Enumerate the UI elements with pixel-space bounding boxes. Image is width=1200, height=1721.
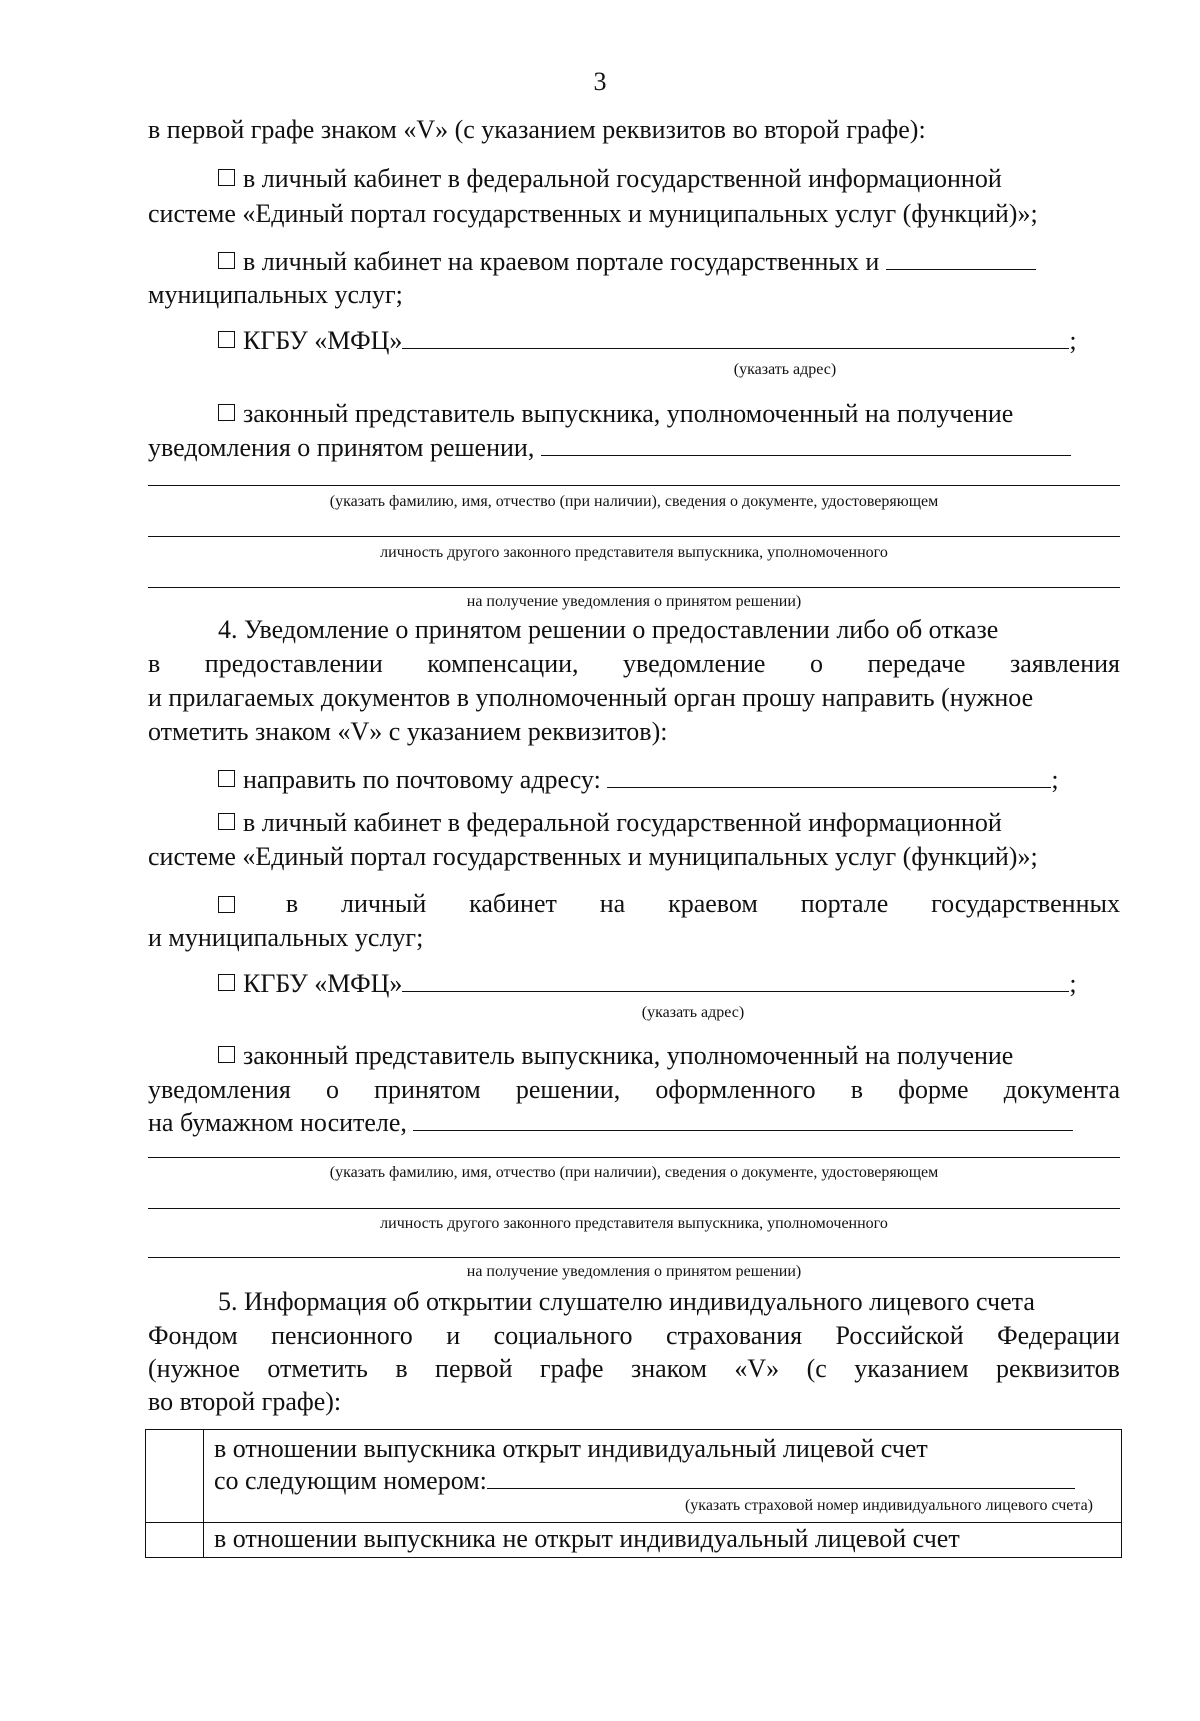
intro-line: в первой графе знаком «V» (с указанием реквизитов во второй графе): xyxy=(148,115,926,144)
word: социального xyxy=(493,1321,633,1350)
option-label: направить по почтовому адресу: xyxy=(243,765,601,794)
section-4-paragraph: 4. Уведомление о принятом решении о предоставлении либо об отказе xyxy=(218,615,999,644)
justified-line xyxy=(148,648,1120,680)
checkbox[interactable] xyxy=(218,896,235,913)
word: Российской xyxy=(835,1321,964,1350)
word: уведомления xyxy=(148,1075,291,1104)
s3-option-regional-portal[interactable] xyxy=(218,246,1036,278)
option-text: в личный кабинет в федеральной государственной информационной xyxy=(243,164,1002,193)
text-cell xyxy=(204,1430,1122,1523)
word: принятом xyxy=(374,1075,481,1104)
punctuation: ; xyxy=(1069,969,1077,998)
justified-line xyxy=(148,1320,1120,1352)
checkbox[interactable] xyxy=(218,770,235,787)
word: в xyxy=(148,649,161,678)
field-caption: (указать страховой номер индивидуального лицевого счета) xyxy=(684,1497,1093,1514)
page-number: 3 xyxy=(593,67,607,96)
checkbox[interactable] xyxy=(218,404,235,421)
checkbox[interactable] xyxy=(218,813,235,830)
word: форме xyxy=(898,1075,969,1104)
s4-option-mfc[interactable] xyxy=(218,968,1077,1000)
field-caption: (указать адрес) xyxy=(641,1004,745,1021)
row-text: в отношении выпускника не открыт индивидуальный лицевой счет xyxy=(214,1524,960,1553)
section-5-paragraph: 5. Информация об открытии слушателю индивидуального лицевого счета xyxy=(218,1287,1035,1316)
s4-option-federal-portal[interactable] xyxy=(218,807,1002,839)
table-row xyxy=(146,1523,1122,1558)
punctuation: ; xyxy=(1051,765,1059,794)
word: оформленного xyxy=(655,1075,816,1104)
fill-line[interactable] xyxy=(148,485,1120,486)
option-text-continued xyxy=(148,1107,1073,1139)
word: в xyxy=(395,1354,408,1383)
word: о xyxy=(325,1075,339,1104)
checkbox[interactable] xyxy=(218,252,235,269)
word: графе xyxy=(539,1354,604,1383)
word: кабинет xyxy=(469,889,557,918)
field-caption: личность другого законного представителя выпускника, уполномоченного xyxy=(380,1215,888,1232)
word: «V» xyxy=(734,1354,780,1383)
word: первой xyxy=(435,1354,513,1383)
fill-line[interactable] xyxy=(148,1157,1120,1158)
word: на xyxy=(599,889,626,918)
option-text-continued xyxy=(148,432,1071,464)
checkbox[interactable] xyxy=(218,1046,235,1063)
row-text xyxy=(204,1465,1121,1497)
option-text: на бумажном носителе, xyxy=(148,1108,407,1137)
field-caption: на получение уведомления о принятом решении) xyxy=(466,593,802,610)
field-caption: на получение уведомления о принятом решении) xyxy=(466,1263,802,1280)
checkbox[interactable] xyxy=(218,331,235,348)
word: пенсионного xyxy=(271,1321,413,1350)
row-label: со следующим номером: xyxy=(214,1466,487,1495)
blank-line[interactable] xyxy=(886,249,1036,270)
paragraph-line: во второй графе): xyxy=(148,1387,342,1416)
mark-cell[interactable] xyxy=(146,1523,204,1558)
fill-line[interactable] xyxy=(148,587,1120,588)
checkbox[interactable] xyxy=(218,169,235,186)
word: реквизитов xyxy=(996,1354,1120,1383)
word: документа xyxy=(1003,1075,1120,1104)
representative-field[interactable] xyxy=(541,435,1071,456)
option-text-continued: системе «Единый портал государственных и муниципальных услуг (функций)»; xyxy=(148,199,1038,228)
justified-line xyxy=(148,1353,1120,1385)
option-label: КГБУ «МФЦ» xyxy=(243,969,403,998)
representative-field[interactable] xyxy=(413,1110,1073,1131)
word: указанием xyxy=(854,1354,969,1383)
address-field[interactable] xyxy=(402,971,1069,992)
checkbox[interactable] xyxy=(218,974,235,991)
word: Федерации xyxy=(997,1321,1120,1350)
s4-option-regional-portal[interactable] xyxy=(218,888,1120,920)
field-caption: личность другого законного представителя выпускника, уполномоченного xyxy=(380,544,888,561)
s4-option-postal-address[interactable] xyxy=(218,764,1059,796)
word: Фондом xyxy=(148,1321,238,1350)
word: государственных xyxy=(931,889,1120,918)
s3-option-federal-portal[interactable] xyxy=(218,163,1002,195)
option-text: законный представитель выпускника, уполномоченный на получение xyxy=(243,1041,1014,1070)
word: отметить xyxy=(267,1354,368,1383)
word: (с xyxy=(806,1354,827,1383)
option-text: в личный кабинет в федеральной государственной информационной xyxy=(243,808,1002,837)
paragraph-line: и прилагаемых документов в уполномоченный орган прошу направить (нужное xyxy=(148,683,1034,712)
word: (нужное xyxy=(148,1354,240,1383)
option-text: уведомления о принятом решении, xyxy=(148,433,535,462)
option-text-continued: и муниципальных услуг; xyxy=(148,923,424,952)
option-text-continued: системе «Единый портал государственных и муниципальных услуг (функций)»; xyxy=(148,842,1038,871)
s4-option-legal-representative[interactable] xyxy=(218,1040,1013,1072)
postal-address-field[interactable] xyxy=(607,767,1051,788)
punctuation: ; xyxy=(1069,326,1077,355)
fill-line[interactable] xyxy=(148,1257,1120,1258)
word: предоставлении xyxy=(204,649,383,678)
field-caption: (указать фамилию, имя, отчество (при наличии), сведения о документе, удостоверяющем xyxy=(329,493,939,510)
word: и xyxy=(446,1321,461,1350)
account-status-table xyxy=(145,1429,1122,1558)
field-caption: (указать фамилию, имя, отчество (при наличии), сведения о документе, удостоверяющем xyxy=(329,1164,939,1181)
word: в xyxy=(285,889,299,918)
account-number-field[interactable] xyxy=(487,1468,1075,1489)
table-row xyxy=(146,1430,1122,1523)
word: в xyxy=(850,1075,864,1104)
word: решении, xyxy=(515,1075,621,1104)
option-text: законный представитель выпускника, уполномоченный на получение xyxy=(243,399,1014,428)
option-text: в личный кабинет на краевом портале государственных и xyxy=(243,247,880,276)
word: компенсации, xyxy=(427,649,579,678)
fill-line[interactable] xyxy=(148,1208,1120,1209)
option-label: КГБУ «МФЦ» xyxy=(243,326,403,355)
option-text-continued: муниципальных услуг; xyxy=(148,280,403,309)
word: страхования xyxy=(666,1321,803,1350)
row-text: в отношении выпускника открыт индивидуальный лицевой счет xyxy=(214,1434,928,1463)
word: портале xyxy=(800,889,889,918)
text-cell xyxy=(204,1523,1122,1558)
word: заявления xyxy=(1009,649,1120,678)
word: о xyxy=(809,649,823,678)
word: уведомление xyxy=(623,649,766,678)
word: краевом xyxy=(668,889,758,918)
word: личный xyxy=(341,889,427,918)
field-caption: (указать адрес) xyxy=(733,361,837,378)
address-field[interactable] xyxy=(402,328,1069,349)
mark-cell[interactable] xyxy=(146,1430,204,1523)
justified-line xyxy=(148,1074,1120,1106)
s3-option-mfc[interactable] xyxy=(218,325,1077,357)
word: знаком xyxy=(630,1354,707,1383)
paragraph-line: отметить знаком «V» с указанием реквизитов): xyxy=(148,717,668,746)
word: передаче xyxy=(867,649,966,678)
s3-option-legal-representative[interactable] xyxy=(218,398,1013,430)
fill-line[interactable] xyxy=(148,536,1120,537)
